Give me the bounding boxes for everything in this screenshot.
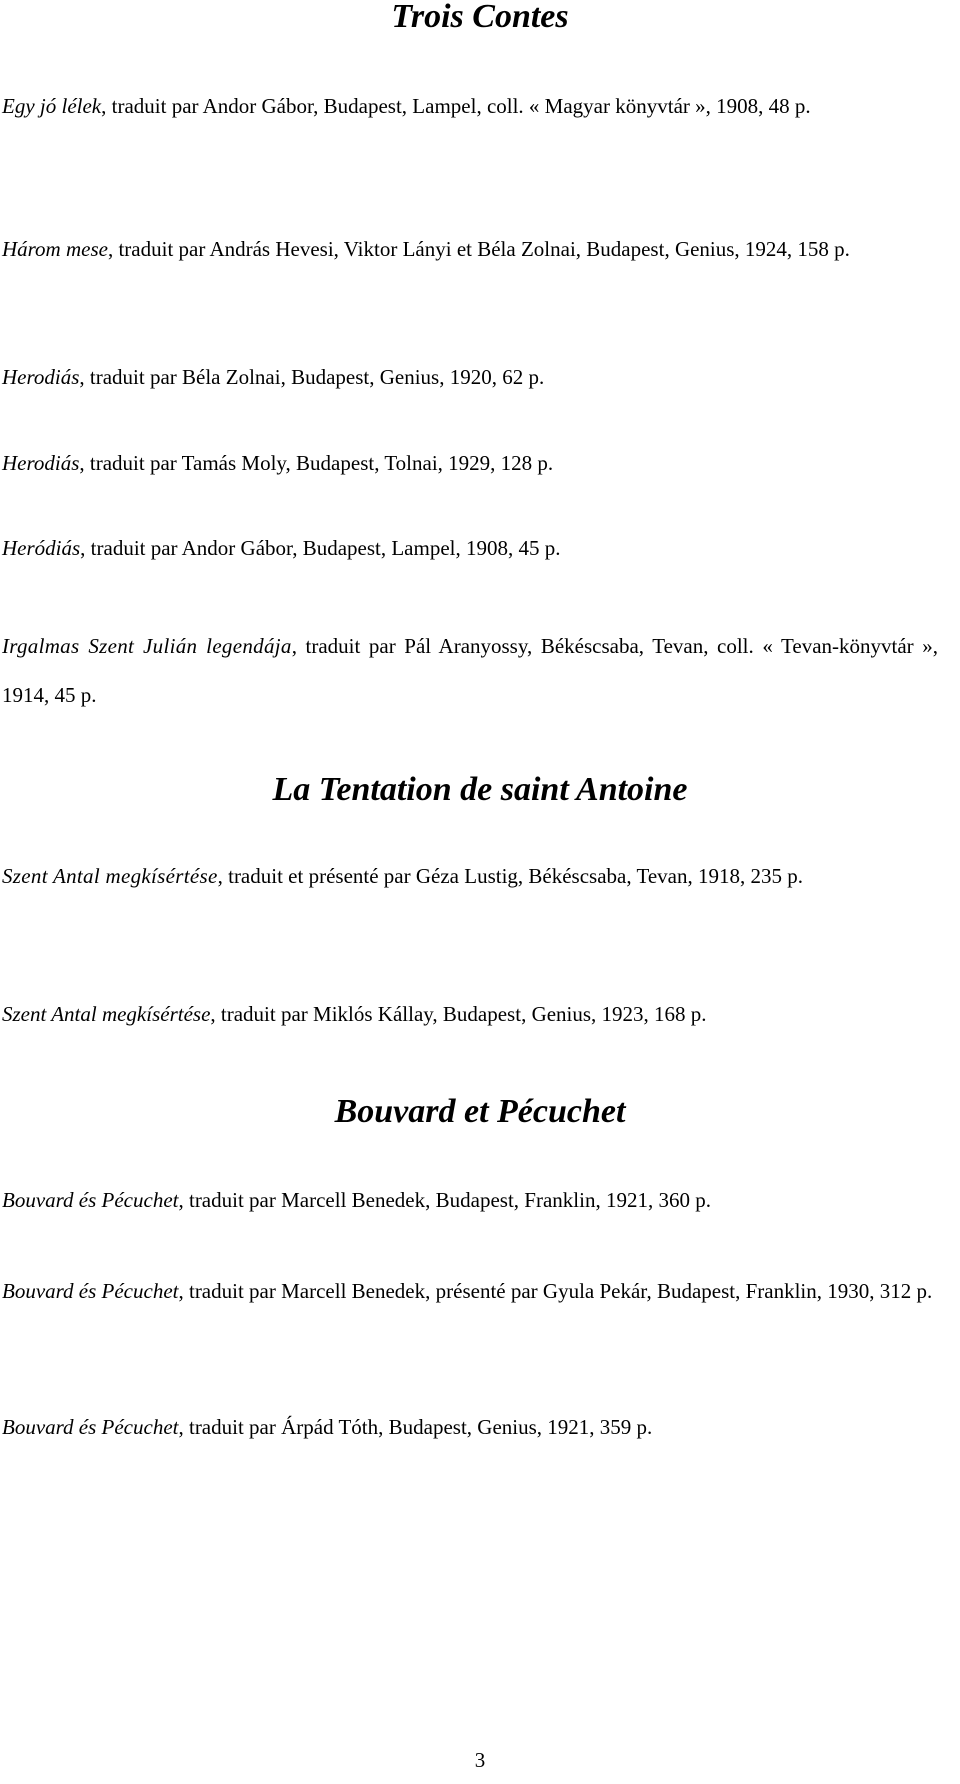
bibliography-entry (2, 82, 938, 131)
entry-title: Bouvard és Pécuchet (2, 1279, 179, 1303)
entry-title: Heródiás (2, 536, 81, 560)
entry-title: Bouvard és Pécuchet (2, 1188, 179, 1212)
section-heading-trois-contes: Trois Contes (391, 0, 569, 35)
entry-details: , traduit par Tamás Moly, Budapest, Tolnai, 1929, 128 p. (79, 451, 554, 475)
bibliography-entry (2, 353, 938, 402)
entry-title: Három mese (2, 237, 108, 261)
entry-title: Herodiás (2, 365, 80, 389)
entry-details: , traduit par Árpád Tóth, Budapest, Genius, 1921, 359 p. (178, 1415, 653, 1439)
entry-title: Herodiás (2, 451, 80, 475)
bibliography-entry (2, 1176, 938, 1225)
entry-details: , traduit par Pál Aranyossy, Békéscsaba, Tevan, coll. « Tevan-könyvtár », 1914, 45 p. (2, 634, 938, 707)
entry-details: , traduit par Andor Gábor, Budapest, Lampel, coll. « Magyar könyvtár », 1908, 48 p. (101, 94, 811, 118)
bibliography-entry (2, 225, 938, 274)
entry-details: , traduit par Andor Gábor, Budapest, Lampel, 1908, 45 p. (80, 536, 561, 560)
entry-details: , traduit par Marcell Benedek, présenté par Gyula Pekár, Budapest, Franklin, 1930, 312 p. (178, 1279, 933, 1303)
bibliography-entry (2, 852, 938, 901)
entry-details: , traduit par Marcell Benedek, Budapest, Franklin, 1921, 360 p. (178, 1188, 711, 1212)
page-number: 3 (474, 1748, 486, 1772)
entry-details: , traduit par Miklós Kállay, Budapest, Genius, 1923, 168 p. (210, 1002, 707, 1026)
entry-details: , traduit par Béla Zolnai, Budapest, Genius, 1920, 62 p. (79, 365, 545, 389)
entry-title: Irgalmas Szent Julián legendája (2, 634, 292, 658)
entry-details: , traduit par András Hevesi, Viktor Lányi et Béla Zolnai, Budapest, Genius, 1924, 158 p. (107, 237, 850, 261)
entry-title: Szent Antal megkísértése (2, 864, 218, 888)
entry-details: , traduit et présenté par Géza Lustig, Békéscsaba, Tevan, 1918, 235 p. (217, 864, 803, 888)
bibliography-entry (2, 622, 938, 720)
section-heading-la-tentation: La Tentation de saint Antoine (272, 771, 688, 808)
section-heading-bouvard: Bouvard et Pécuchet (334, 1093, 626, 1130)
entry-title: Egy jó lélek (2, 94, 102, 118)
bibliography-entry (2, 1267, 938, 1316)
bibliography-entry (2, 524, 938, 573)
bibliography-entry (2, 990, 938, 1039)
entry-title: Bouvard és Pécuchet (2, 1415, 179, 1439)
bibliography-entry (2, 439, 938, 488)
entry-title: Szent Antal megkísértése (2, 1002, 211, 1026)
bibliography-entry (2, 1403, 938, 1452)
